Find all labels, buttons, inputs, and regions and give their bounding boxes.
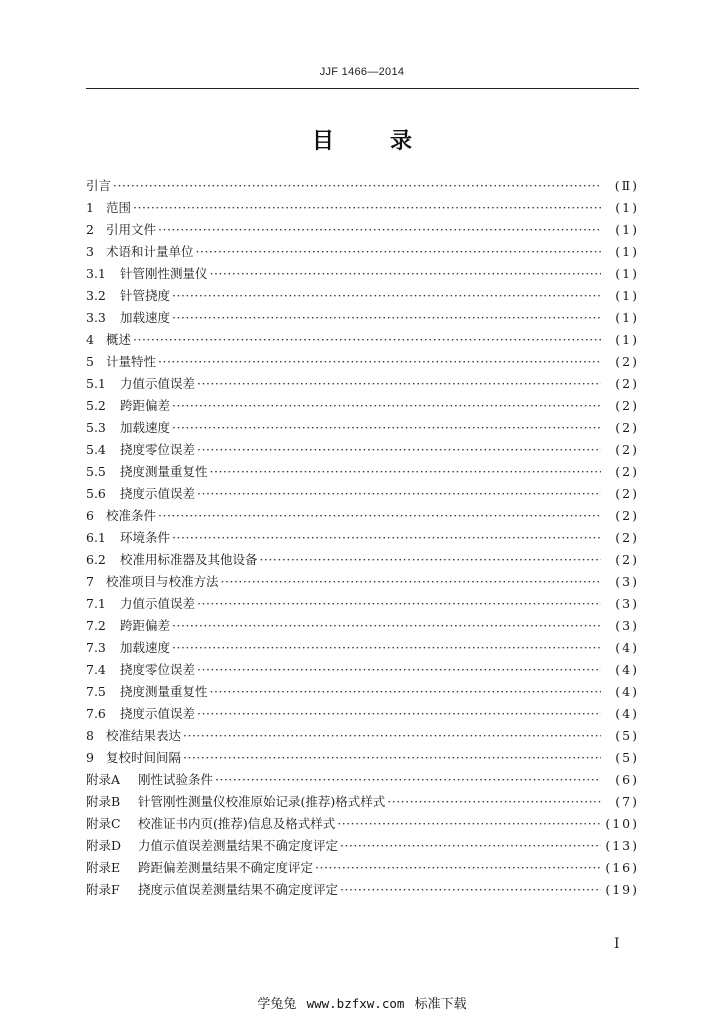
toc-entry-number: 9 [86,750,94,765]
toc-leader-dots [221,571,601,593]
toc-entry-page: (13) [605,838,639,853]
toc-leader-dots [133,329,601,351]
toc-entry-number: 5 [86,354,94,369]
toc-entry-title: 计量特性 [106,354,157,369]
toc-entry-title: 校准证书内页(推荐)信息及格式样式 [138,816,336,831]
toc-entry[interactable] [86,769,639,791]
toc-entry-number: 7.3 [86,640,106,655]
toc-entry-page: (Ⅱ) [614,178,639,193]
toc-leader-dots [340,835,601,857]
toc-leader-dots [210,681,601,703]
toc-entry[interactable] [86,549,639,571]
toc-entry-page: (4) [615,640,639,655]
toc-entry-number: 7 [86,574,94,589]
toc-entry-number: 2 [86,222,94,237]
toc-entry-page: (10) [605,816,639,831]
toc-entry-page: (7) [615,794,639,809]
toc-entry-title: 复校时间间隔 [106,750,182,765]
header-rule [86,88,639,89]
toc-entry-title: 力值示值误差 [120,596,196,611]
toc-entry-number: 5.5 [86,464,106,479]
page-title: 目录 [311,129,468,154]
toc-entry-page: (3) [615,596,639,611]
toc-entry-page: (2) [615,398,639,413]
toc-entry[interactable] [86,461,639,483]
toc-entry-number: 5.1 [86,376,106,391]
toc-leader-dots [158,219,601,241]
toc-entry[interactable] [86,725,639,747]
toc-entry[interactable] [86,813,639,835]
toc-entry[interactable] [86,197,639,219]
toc-leader-dots [315,857,601,879]
toc-entry-page: (3) [615,618,639,633]
toc-entry[interactable] [86,241,639,263]
toc-leader-dots [158,351,601,373]
toc-entry-title: 刚性试验条件 [138,772,214,787]
toc-entry-number: 附录B [86,794,121,809]
toc-entry[interactable] [86,395,639,417]
toc-entry[interactable] [86,681,639,703]
toc-entry-title: 加载速度 [120,420,171,435]
toc-leader-dots [113,175,601,197]
toc-entry[interactable] [86,329,639,351]
toc-entry-title: 加载速度 [120,310,171,325]
toc-leader-dots [133,197,601,219]
toc-entry-page: (16) [605,860,639,875]
toc-entry-number: 8 [86,728,94,743]
toc-leader-dots [196,241,601,263]
toc-leader-dots [183,725,601,747]
toc-entry-title: 针管挠度 [120,288,171,303]
toc-entry-title: 挠度示值误差测量结果不确定度评定 [138,882,339,897]
toc-entry-title: 力值示值误差 [120,376,196,391]
toc-entry-page: (2) [615,354,639,369]
toc-entry-page: (4) [615,662,639,677]
toc-entry-title: 概述 [106,332,132,347]
toc-entry-page: (1) [615,288,639,303]
toc-leader-dots [197,483,601,505]
toc-entry[interactable] [86,285,639,307]
toc-entry-page: (2) [615,442,639,457]
toc-entry-title: 校准结果表达 [106,728,182,743]
toc-leader-dots [158,505,601,527]
toc-entry-page: (1) [615,222,639,237]
toc-entry-page: (1) [615,332,639,347]
toc-entry-page: (2) [615,486,639,501]
toc-entry-number: 7.4 [86,662,106,677]
toc-entry-number: 6.2 [86,552,106,567]
toc-entry[interactable] [86,483,639,505]
footer-site-name: 学兔兔 [257,997,297,1012]
toc-entry-number: 附录C [86,816,121,831]
standard-code: JJF 1466—2014 [319,66,405,78]
toc-entry[interactable] [86,879,639,901]
toc-leader-dots [172,527,601,549]
toc-entry[interactable] [86,351,639,373]
toc-entry-number: 3.2 [86,288,106,303]
toc-entry-number: 3.3 [86,310,106,325]
toc-entry[interactable] [86,593,639,615]
toc-entry-number: 附录E [86,860,121,875]
toc-entry-number: 5.2 [86,398,106,413]
toc-entry[interactable] [86,659,639,681]
toc-entry-page: (2) [615,530,639,545]
toc-entry[interactable] [86,747,639,769]
toc-entry-page: (19) [605,882,639,897]
toc-entry-page: (6) [615,772,639,787]
toc-leader-dots [197,659,601,681]
toc-leader-dots [197,703,601,725]
toc-entry-number: 3 [86,244,94,259]
toc-entry[interactable] [86,417,639,439]
toc-leader-dots [215,769,601,791]
toc-entry-number: 7.5 [86,684,106,699]
toc-entry-page: (1) [615,244,639,259]
toc-entry-page: (2) [615,420,639,435]
toc-entry[interactable] [86,439,639,461]
toc-entry-page: (2) [615,376,639,391]
toc-leader-dots [172,307,601,329]
toc-leader-dots [172,637,601,659]
toc-entry-page: (4) [615,706,639,721]
toc-entry-title: 引言 [86,178,112,193]
toc-entry-number: 4 [86,332,94,347]
toc-entry-title: 范围 [106,200,132,215]
toc-leader-dots [210,461,601,483]
toc-entry-number: 6.1 [86,530,106,545]
toc-entry-number: 5.6 [86,486,106,501]
toc-entry-page: (1) [615,266,639,281]
toc-entry-title: 引用文件 [106,222,157,237]
toc-entry-number: 3.1 [86,266,106,281]
toc-leader-dots [172,417,601,439]
toc-entry[interactable] [86,527,639,549]
toc-entry[interactable] [86,307,639,329]
toc-entry-page: (2) [615,508,639,523]
toc-entry-page: (4) [615,684,639,699]
toc-entry-title: 校准用标准器及其他设备 [120,552,258,567]
toc-entry[interactable] [86,637,639,659]
toc-entry[interactable] [86,505,639,527]
toc-entry-title: 挠度零位误差 [120,662,196,677]
toc-entry[interactable] [86,571,639,593]
toc-leader-dots [337,813,601,835]
toc-entry-title: 跨距偏差 [120,398,171,413]
toc-entry-title: 针管刚性测量仪 [120,266,208,281]
toc-entry-number: 7.1 [86,596,106,611]
table-of-contents [86,175,639,901]
toc-entry-title: 校准条件 [106,508,157,523]
footer-tagline: 标准下载 [414,997,467,1012]
toc-entry[interactable] [86,857,639,879]
toc-entry[interactable] [86,373,639,395]
toc-leader-dots [197,373,601,395]
toc-leader-dots [387,791,601,813]
toc-entry[interactable] [86,615,639,637]
toc-leader-dots [183,747,601,769]
toc-entry-page: (1) [615,310,639,325]
toc-entry-page: (1) [615,200,639,215]
toc-entry-number: 5.3 [86,420,106,435]
toc-entry[interactable] [86,835,639,857]
footer-watermark [0,993,724,1012]
toc-entry-page: (3) [615,574,639,589]
toc-entry-title: 跨距偏差 [120,618,171,633]
toc-entry-title: 加载速度 [120,640,171,655]
toc-entry-title: 力值示值误差测量结果不确定度评定 [138,838,339,853]
toc-entry[interactable] [86,703,639,725]
toc-entry-title: 术语和计量单位 [106,244,194,259]
toc-entry-number: 7.6 [86,706,106,721]
toc-entry-title: 挠度零位误差 [120,442,196,457]
toc-leader-dots [172,285,601,307]
toc-leader-dots [340,879,601,901]
toc-entry-number: 7.2 [86,618,106,633]
toc-entry-number: 附录F [86,882,120,897]
toc-entry[interactable] [86,219,639,241]
toc-leader-dots [197,593,601,615]
toc-entry-number: 附录D [86,838,122,853]
toc-entry-number: 5.4 [86,442,106,457]
toc-entry-page: (5) [615,728,639,743]
toc-entry-page: (2) [615,464,639,479]
toc-leader-dots [210,263,601,285]
toc-leader-dots [172,615,601,637]
toc-leader-dots [260,549,601,571]
toc-entry-title: 跨距偏差测量结果不确定度评定 [138,860,314,875]
toc-entry-title: 针管刚性测量仪校准原始记录(推荐)格式样式 [138,794,386,809]
toc-entry-number: 6 [86,508,94,523]
toc-leader-dots [197,439,601,461]
toc-entry-title: 挠度测量重复性 [120,684,208,699]
toc-entry-title: 校准项目与校准方法 [106,574,219,589]
toc-entry-title: 挠度测量重复性 [120,464,208,479]
footer-url[interactable]: www.bzfxw.com [306,996,405,1011]
toc-entry-page: (5) [615,750,639,765]
toc-entry-title: 挠度示值误差 [120,706,196,721]
toc-entry[interactable] [86,263,639,285]
toc-leader-dots [172,395,601,417]
toc-entry-number: 附录A [86,772,121,787]
page-number: I [614,936,620,952]
toc-entry-page: (2) [615,552,639,567]
toc-entry-title: 环境条件 [120,530,171,545]
toc-entry[interactable] [86,175,639,197]
toc-entry-number: 1 [86,200,94,215]
toc-entry-title: 挠度示值误差 [120,486,196,501]
toc-entry[interactable] [86,791,639,813]
